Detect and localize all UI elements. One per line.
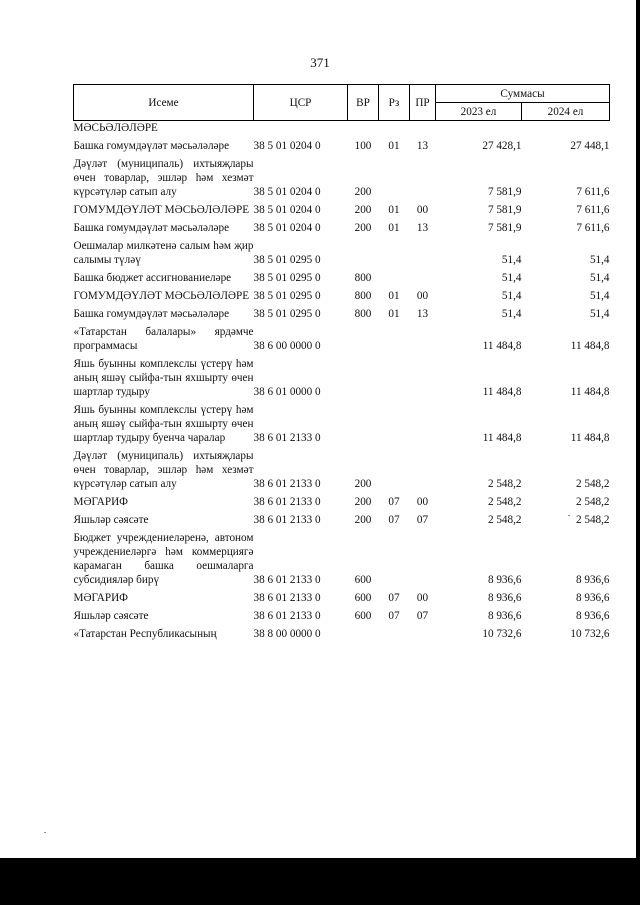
row-name: Яшь буынны комплекслы үстерү һәм аның яшәү сыйфа-тын яхшырту өчен шартлар тудыру [73, 358, 254, 398]
row-name: «Татарстан Республикасының [73, 628, 217, 640]
row-csr: 38 5 01 0204 0 [253, 222, 321, 234]
row-vr [348, 357, 379, 403]
row-name: ГОМУМДӘҮЛӘТ МӘСЬӘЛӘЛӘРЕ [73, 290, 250, 302]
row-csr: 38 6 01 2133 0 [253, 432, 321, 444]
row-csr: 38 6 01 2133 0 [253, 610, 321, 622]
table-row [74, 591, 610, 609]
row-csr: 38 5 01 0204 0 [253, 204, 321, 216]
row-sum-2024: 11 484,8 [570, 386, 610, 398]
row-csr: 38 5 01 0295 0 [253, 272, 321, 284]
row-name: МӘСЬӘЛӘЛӘРЕ [73, 122, 158, 134]
row-sum-2024: 2 548,2 [575, 478, 610, 490]
row-pr [410, 121, 436, 140]
table-row [74, 271, 610, 289]
row-sum-2023: 51,4 [501, 272, 522, 284]
row-sum-2023: 2 548,2 [487, 478, 522, 490]
row-name: «Татарстан балалары» ярдәмче программасы [73, 326, 254, 352]
row-sum-2023: 7 581,9 [487, 222, 522, 234]
row-pr [410, 403, 436, 449]
row-sum-2024: 8 936,6 [575, 574, 610, 586]
table-row [74, 531, 610, 591]
table-row [74, 239, 610, 271]
row-csr [254, 121, 348, 140]
row-csr: 38 5 01 0204 0 [253, 186, 321, 198]
row-sum-2024: 27 448,1 [570, 140, 610, 152]
row-sum-2023: 8 936,6 [487, 592, 522, 604]
row-sum-2023: 10 732,6 [482, 628, 522, 640]
row-name: Башка гомумдәүләт мәсьәләләре [73, 308, 230, 320]
scan-speck [44, 832, 46, 833]
row-name: Яшьләр сәясәте [73, 610, 149, 622]
row-rz: 07 [388, 514, 400, 526]
row-pr: 13 [416, 308, 429, 320]
table-row [74, 357, 610, 403]
row-sum-2023: 11 484,8 [482, 340, 522, 352]
header-vr: ВР [348, 85, 379, 121]
row-sum-2024: 10 732,6 [570, 628, 610, 640]
row-vr [348, 325, 379, 357]
row-vr: 800 [354, 272, 372, 284]
table-row [74, 449, 610, 495]
row-rz [379, 121, 410, 140]
row-vr: 200 [354, 478, 372, 490]
row-sum-2024: 51,4 [589, 308, 610, 320]
row-pr [410, 325, 436, 357]
table-row [74, 289, 610, 307]
row-pr: 00 [416, 290, 429, 302]
row-rz [379, 449, 410, 495]
row-sum-2024: 51,4 [589, 272, 610, 284]
row-pr: 00 [416, 204, 429, 216]
table-row [74, 121, 610, 140]
row-vr [348, 627, 379, 645]
header-pr: ПР [410, 85, 436, 121]
row-sum-2023 [436, 121, 522, 140]
row-vr: 800 [354, 308, 372, 320]
row-name: МӘГАРИФ [73, 592, 128, 604]
row-sum-2024: 2 548,2 [575, 496, 610, 508]
row-rz: 01 [388, 204, 400, 216]
row-csr: 38 6 00 0000 0 [253, 340, 321, 352]
page-number: 371 [310, 55, 330, 70]
row-sum-2023: 11 484,8 [482, 386, 522, 398]
row-rz [379, 325, 410, 357]
row-pr [410, 157, 436, 203]
row-vr [348, 121, 379, 140]
row-vr [348, 239, 379, 271]
row-sum-2024: 51,4 [589, 290, 610, 302]
row-sum-2024: 7 611,6 [576, 204, 610, 216]
row-pr: 07 [416, 610, 429, 622]
row-csr: 38 6 01 2133 0 [253, 574, 321, 586]
row-name: ГОМУМДӘҮЛӘТ МӘСЬӘЛӘЛӘРЕ [73, 204, 250, 216]
header-year-2023: 2023 ел [436, 103, 522, 121]
row-rz [379, 239, 410, 271]
row-sum-2024: 51,4 [589, 254, 610, 266]
table-row [74, 307, 610, 325]
row-rz: 01 [388, 222, 400, 234]
row-rz [379, 531, 410, 591]
row-sum-2023: 8 936,6 [487, 610, 522, 622]
row-csr: 38 6 01 2133 0 [253, 514, 321, 526]
row-sum-2023: 2 548,2 [487, 514, 522, 526]
row-csr: 38 6 01 2133 0 [253, 592, 321, 604]
row-vr: 200 [354, 204, 372, 216]
row-csr: 38 5 01 0295 0 [253, 254, 321, 266]
row-sum-2023: 7 581,9 [487, 204, 522, 216]
header-year-2024: 2024 ел [522, 103, 610, 121]
row-pr: 13 [416, 222, 429, 234]
row-pr: 00 [416, 592, 429, 604]
row-csr: 38 5 01 0204 0 [253, 140, 321, 152]
row-vr: 200 [354, 514, 372, 526]
row-vr: 200 [354, 496, 372, 508]
table-body [74, 121, 610, 646]
row-name: Оешмалар милкәтенә салым һәм җир салымы түләү [73, 240, 254, 266]
row-sum-2024: 8 936,6 [575, 610, 610, 622]
row-name: Яшьләр сәясәте [73, 514, 149, 526]
page-edge-rule [636, 0, 640, 905]
row-name: Башка бюджет ассигнованиеләре [73, 272, 232, 284]
table-row [74, 221, 610, 239]
row-rz [379, 357, 410, 403]
table-row [74, 495, 610, 513]
row-sum-2024: 11 484,8 [570, 340, 610, 352]
row-sum-2024: 7 611,6 [576, 186, 610, 198]
row-rz: 01 [388, 308, 400, 320]
table-row [74, 157, 610, 203]
row-rz: 07 [388, 610, 400, 622]
row-vr: 800 [354, 290, 372, 302]
row-pr [410, 357, 436, 403]
table-row [74, 609, 610, 627]
row-name: Бюджет учреждениеләренә, автоном учреждениеләргә һәм коммерциягә карамаган башка оешмаларга субсидияләр бирү [73, 532, 254, 586]
header-sums: Суммасы [436, 85, 610, 103]
row-sum-2023: 27 428,1 [482, 140, 522, 152]
row-rz: 01 [388, 140, 400, 152]
row-csr: 38 6 01 2133 0 [253, 478, 321, 490]
row-rz: 01 [388, 290, 400, 302]
row-name: Дәүләт (муниципаль) ихтыяҗлары өчен товарлар, эшләр һәм хезмәт күрсәтүләр сатып алу [73, 450, 254, 490]
row-csr: 38 5 01 0295 0 [253, 308, 321, 320]
row-vr: 600 [354, 610, 372, 622]
row-vr: 100 [354, 140, 372, 152]
row-csr: 38 5 01 0295 0 [253, 290, 321, 302]
row-csr: 38 8 00 0000 0 [253, 628, 321, 640]
scan-bottom-band [0, 858, 640, 905]
table-header [74, 85, 610, 121]
row-pr [410, 271, 436, 289]
row-sum-2023: 2 548,2 [487, 496, 522, 508]
row-pr: 00 [416, 496, 429, 508]
row-pr: 13 [416, 140, 429, 152]
row-rz [379, 271, 410, 289]
row-vr: 200 [354, 222, 372, 234]
row-rz [379, 157, 410, 203]
row-name: Яшь буынны комплекслы үстерү һәм аның яшәү сыйфа-тын яхшырту өчен шартлар тудыру буенча чаралар [73, 404, 254, 444]
row-name: МӘГАРИФ [73, 496, 128, 508]
table-row [74, 403, 610, 449]
row-vr: 200 [354, 186, 372, 198]
row-vr: 600 [354, 574, 372, 586]
row-pr [410, 449, 436, 495]
row-pr [410, 531, 436, 591]
row-rz: 07 [388, 592, 400, 604]
header-csr: ЦСР [254, 85, 348, 121]
row-name: Башка гомумдәүләт мәсьәләләре [73, 222, 230, 234]
row-pr: 07 [416, 514, 429, 526]
row-sum-2023: 51,4 [501, 308, 522, 320]
row-csr: 38 6 01 2133 0 [253, 496, 321, 508]
row-sum-2023: 8 936,6 [487, 574, 522, 586]
row-csr: 38 6 01 0000 0 [253, 386, 321, 398]
row-sum-2023: 7 581,9 [487, 186, 522, 198]
table-row [74, 325, 610, 357]
row-sum-2024 [522, 121, 610, 140]
row-vr [348, 403, 379, 449]
row-sum-2023: 51,4 [501, 290, 522, 302]
row-vr: 600 [354, 592, 372, 604]
header-name: Исеме [74, 85, 254, 121]
row-pr [410, 627, 436, 645]
header-rz: Рз [379, 85, 410, 121]
budget-table [73, 84, 610, 645]
table-row [74, 139, 610, 157]
row-name: Дәүләт (муниципаль) ихтыяҗлары өчен товарлар, эшләр һәм хезмәт күрсәтүләр сатып алу [73, 158, 254, 198]
row-pr [410, 239, 436, 271]
row-sum-2024: 11 484,8 [570, 432, 610, 444]
row-rz: 07 [388, 496, 400, 508]
row-sum-2024: 7 611,6 [576, 222, 610, 234]
row-rz [379, 627, 410, 645]
table-row [74, 627, 610, 645]
table-row [74, 203, 610, 221]
row-rz [379, 403, 410, 449]
row-sum-2023: 51,4 [501, 254, 522, 266]
table-row [74, 513, 610, 531]
row-sum-2024: 8 936,6 [575, 592, 610, 604]
row-sum-2023: 11 484,8 [482, 432, 522, 444]
row-sum-2024: 2 548,2 [575, 514, 610, 526]
row-name: Башка гомумдәүләт мәсьәләләре [73, 140, 230, 152]
